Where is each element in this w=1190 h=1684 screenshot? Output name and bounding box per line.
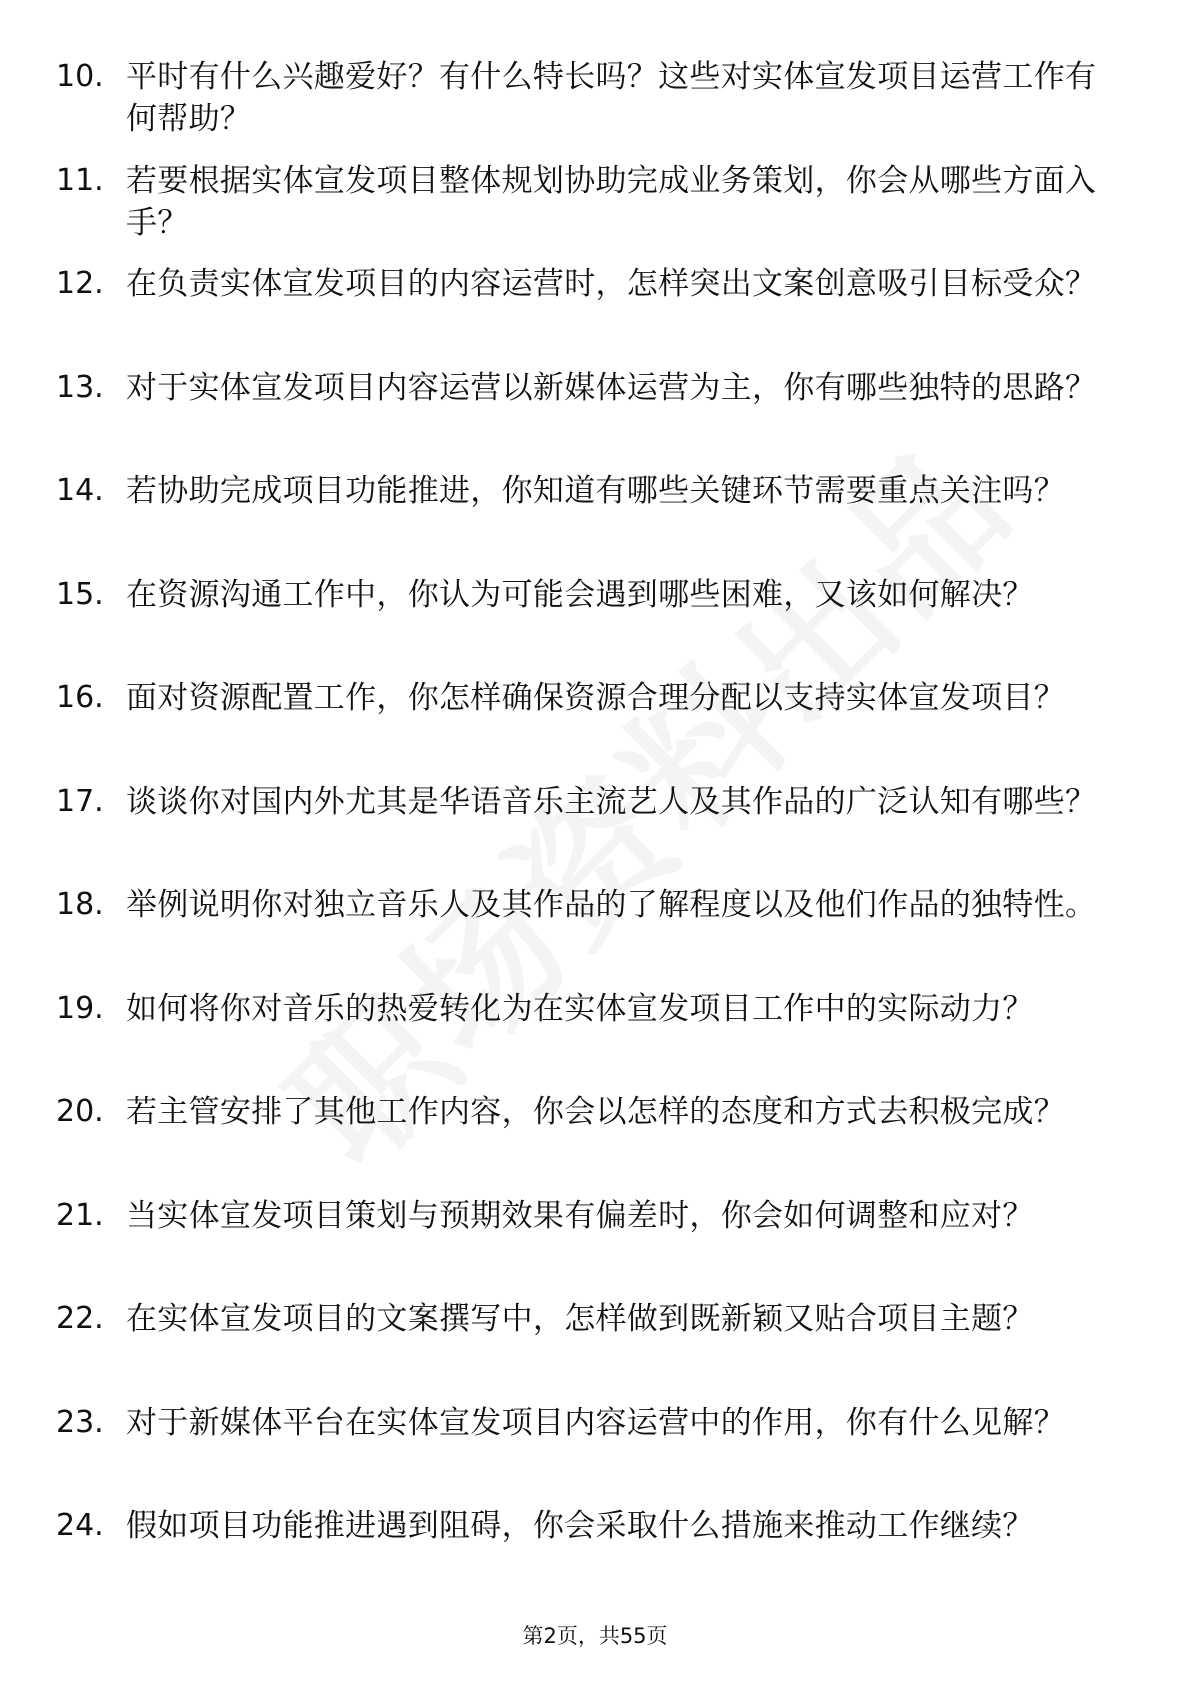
list-item bbox=[56, 160, 1116, 264]
question-number: 13. bbox=[56, 369, 104, 405]
list-item bbox=[56, 1298, 1116, 1402]
list-item bbox=[56, 1195, 1116, 1299]
list-item bbox=[56, 781, 1116, 885]
list-item bbox=[56, 1505, 1116, 1609]
question-number: 11. bbox=[56, 162, 104, 198]
question-text: 若主管安排了其他工作内容，你会以怎样的态度和方式去积极完成？ bbox=[126, 1094, 1065, 1130]
list-item bbox=[56, 677, 1116, 781]
question-text: 当实体宣发项目策划与预期效果有偏差时，你会如何调整和应对？ bbox=[126, 1197, 1034, 1234]
list-item bbox=[56, 1091, 1116, 1195]
question-number: 24. bbox=[56, 1508, 104, 1543]
question-number: 17. bbox=[56, 783, 104, 819]
question-number: 15. bbox=[56, 576, 104, 612]
question-number: 16. bbox=[56, 680, 104, 715]
question-number: 10. bbox=[56, 59, 104, 94]
question-number: 20. bbox=[56, 1094, 104, 1129]
question-text: 在资源沟通工作中，你认为可能会遇到哪些困难，又该如何解决？ bbox=[126, 576, 1034, 613]
list-item bbox=[56, 56, 1116, 160]
question-text: 对于新媒体平台在实体宣发项目内容运营中的作用，你有什么见解？ bbox=[126, 1404, 1065, 1441]
question-text: 对于实体宣发项目内容运营以新媒体运营为主，你有哪些独特的思路？ bbox=[126, 369, 1097, 406]
list-item bbox=[56, 470, 1116, 574]
question-number: 19. bbox=[56, 990, 104, 1026]
question-number: 14. bbox=[56, 473, 104, 508]
list-item bbox=[56, 988, 1116, 1092]
question-text: 谈谈你对国内外尤其是华语音乐主流艺人及其作品的广泛认知有哪些？ bbox=[126, 783, 1097, 820]
question-text: 在负责实体宣发项目的内容运营时，怎样突出文案创意吸引目标受众？ bbox=[126, 266, 1097, 302]
question-text: 面对资源配置工作，你怎样确保资源合理分配以支持实体宣发项目？ bbox=[126, 680, 1065, 716]
question-text: 若要根据实体宣发项目整体规划协助完成业务策划，你会从哪些方面入手？ bbox=[126, 162, 1097, 241]
question-number: 23. bbox=[56, 1404, 104, 1440]
question-number: 18. bbox=[56, 887, 104, 922]
question-number: 21. bbox=[56, 1197, 104, 1233]
question-text: 平时有什么兴趣爱好？有什么特长吗？这些对实体宣发项目运营工作有何帮助？ bbox=[126, 59, 1097, 137]
question-number: 12. bbox=[56, 266, 104, 301]
list-item bbox=[56, 1402, 1116, 1506]
question-text: 假如项目功能推进遇到阻碍，你会采取什么措施来推动工作继续？ bbox=[126, 1508, 1034, 1544]
list-item bbox=[56, 574, 1116, 678]
list-item bbox=[56, 367, 1116, 471]
list-item bbox=[56, 884, 1116, 988]
question-number: 22. bbox=[56, 1301, 104, 1336]
question-text: 在实体宣发项目的文案撰写中，怎样做到既新颖又贴合项目主题？ bbox=[126, 1301, 1034, 1337]
page-number-footer: 第2页，共55页 bbox=[522, 1624, 668, 1648]
question-text: 举例说明你对独立音乐人及其作品的了解程度以及他们作品的独特性。 bbox=[126, 887, 1097, 923]
question-text: 如何将你对音乐的热爱转化为在实体宣发项目工作中的实际动力？ bbox=[126, 990, 1034, 1027]
list-item bbox=[56, 263, 1116, 367]
question-list bbox=[56, 56, 1116, 1609]
question-text: 若协助完成项目功能推进，你知道有哪些关键环节需要重点关注吗？ bbox=[126, 473, 1065, 509]
